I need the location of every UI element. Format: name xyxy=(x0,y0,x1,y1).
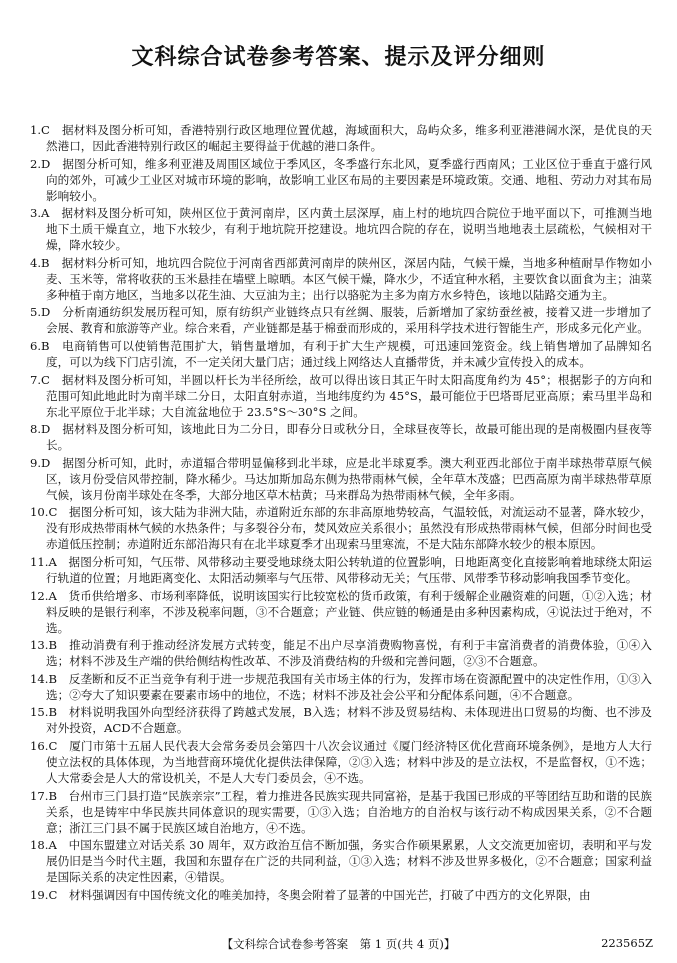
page-title: 文科综合试卷参考答案、提示及评分细则 xyxy=(131,45,546,70)
answer-item-13: 13.B 推动消费有利于推动经济发展方式转变，能足不出户尽享消费购物喜悦，有利于丰富消费者的消费体验，①④入选；材料不涉及生产端的供给侧结构性改革、不涉及消费结构的升级和完善问题，②③不合题意。 xyxy=(30,638,652,669)
answer-item-14: 14.B 反垄断和反不正当竞争有利于进一步规范我国有关市场主体的行为，发挥市场在资源配置中的决定性作用，①③入选；②夸大了知识要素在要素市场中的地位，不选；材料不涉及社会公平和分配体系问题，④不合题意。 xyxy=(30,671,652,702)
answer-item-11: 11.A 据图分析可知，气压带、风带移动主要受地球绕太阳公转轨道的位置影响，日地距离变化直接影响着地球绕太阳运行轨道的位置；月地距离变化、太阳活动频率与气压带、风带移动无关；气压带、风带季节移动影响我国季节变化。 xyxy=(30,554,652,585)
answer-item-19: 19.C 材料强调因有中国传统文化的唯美加持，冬奥会附着了显著的中国光芒，打破了中西方的文化界限，由 xyxy=(30,887,591,902)
answer-list xyxy=(30,122,652,904)
answer-item-4: 4.B 据材料分析可知，地坑四合院位于河南省西部黄河南岸的陕州区，深居内陆，气候干燥，当地多种植耐旱作物如小麦、玉米等，常将收获的玉米悬挂在墙壁上晾晒。本区气候干燥，降水少，不适宜种水稻，主要饮食以面食为主；油菜多种植于南方地区，当地多以花生油、大豆油为主；出行以骆驼为主多为南方水乡特色，该地以陆路交通为主。 xyxy=(30,255,652,302)
answer-item-10: 10.C 据图分析可知，该大陆为非洲大陆，赤道附近东部的东非高原地势较高，气温较低，对流运动不显著，降水较少，没有形成热带雨林气候的水热条件；与多裂谷分布，焚风效应关系很小；虽然没有形成热带雨林气候，但部分时间也受赤道低压控制；赤道附近东部沿海只有在北半球夏季才出现索马里寒流，不是大陆东部降水较少的根本原因。 xyxy=(30,505,652,552)
answer-item-3: 3.A 据材料及图分析可知，陕州区位于黄河南岸，区内黄土层深厚，庙上村的地坑四合院位于地平面以下，可推测当地地下土质干燥直立，地下水较少，有利于地坑院开挖建设。地坑四合院的存在，说明当地地表土层疏松，气候相对干燥，降水较少。 xyxy=(30,206,652,253)
answer-item-15: 15.B 材料说明我国外向型经济获得了跨越式发展，B入选；材料不涉及贸易结构、未体现进出口贸易的均衡、也不涉及对外投资，ACD不合题意。 xyxy=(30,705,652,736)
answer-item-7: 7.C 据材料及图分析可知，半圆以杆长为半径所绘，故可以得出该日其正午时太阳高度角约为 45°；根据影子的方向和范围可知此地此时为南半球二分日，太阳直射赤道，当地纬度约为 45°S，最可能位于巴塔哥尼亚高原；索马里半岛和东北平原位于北半球；大自流盆地位于 23.5°S～30°S 之间。 xyxy=(30,372,652,419)
page-number: 【文科综合试卷参考答案 第 1 页(共 4 页)】 xyxy=(221,937,456,951)
answer-item-6: 6.B 电商销售可以使销售范围扩大，销售量增加，有利于扩大生产规模，可迅速回笼资金。线上销售增加了品牌知名度，可以为线下门店引流，不一定关闭大量门店；通过线上网络达人直播带货，并未减少宣传投入的成本。 xyxy=(30,338,652,369)
answer-item-12: 12.A 货币供给增多、市场利率降低，说明该国实行比较宽松的货币政策，有利于缓解企业融资难的问题，①②入选；材料反映的是银行利率，不涉及税率问题，③不合题意；产业链、供应链的畅通是由多种因素构成，④说法过于绝对，不选。 xyxy=(30,588,652,635)
answer-item-9: 9.D 据图分析可知，此时，赤道辐合带明显偏移到北半球，应是北半球夏季。澳大利亚西北部位于南半球热带草原气候区，该月份受信风带控制，降水稀少。马达加斯加岛东侧为热带雨林气候，全年草木茂盛；巴西高原为南半球热带草原气候，该月份南半球处在冬季，大部分地区草木枯黄；马来群岛为热带雨林气候，全年多雨。 xyxy=(30,455,652,502)
answer-item-5: 5.D 分析南通纺织发展历程可知，原有纺织产业链终点只有丝绸、服装，后新增加了家纺蚕丝被，接着又进一步增加了会展、教育和旅游等产业。综合来看，产业链都是基于棉蚕而形成的，采用科学技术进行智能生产，形成多元化产业。 xyxy=(30,305,652,336)
answer-item-16: 16.C 厦门市第十五届人民代表大会常务委员会第四十八次会议通过《厦门经济特区优化营商环境条例》，是地方人大行使立法权的具体体现，为当地营商环境优化提供法律保障，②③入选；材料中涉及的是立法权，不是监督权，①不选；人大常委会是人大的常设机关，不是人大专门委员会，④不选。 xyxy=(30,738,652,785)
answer-item-1: 1.C 据材料及图分析可知，香港特别行政区地理位置优越，海域面积大，岛屿众多，维多利亚港港阔水深，是优良的天然港口，因此香港特别行政区的崛起主要得益于优越的港口条件。 xyxy=(30,123,652,153)
answer-item-2: 2.D 据图分析可知，维多利亚港及周围区域位于季风区，冬季盛行东北风，夏季盛行西南风；工业区位于垂直于盛行风向的郊外，可减少工业区对城市环境的影响，故影响工业区布局的主要因素是环境政策。交通、地租、劳动力对其布局影响较小。 xyxy=(30,156,652,203)
answer-item-8: 8.D 据材料及图分析可知，该地此日为二分日，即春分日或秋分日，全球昼夜等长，故最可能出现的是南极圈内昼夜等长。 xyxy=(30,422,652,453)
document-code: 223565Z xyxy=(601,936,653,950)
answer-item-17: 17.B 台州市三门县打造“民族亲宗”工程，着力推进各民族实现共同富裕，是基于我国已形成的平等团结互助和谐的民族关系，也是铸牢中华民族共同体意识的现实需要，①③入选；自治地方的自治权与该行动不构成因果关系，②不合题意；浙江三门县不属于民族区域自治地方，④不选。 xyxy=(30,788,652,835)
answer-item-18: 18.A 中国东盟建立对话关系 30 周年，双方政治互信不断加强，务实合作硕果累累，人文交流更加密切，表明和平与发展仍旧是当今时代主题，我国和东盟存在广泛的共同利益，①③入选；材料不涉及世界多极化，②不合题意；国家利益是国际关系的决定性因素，④错误。 xyxy=(30,838,652,885)
